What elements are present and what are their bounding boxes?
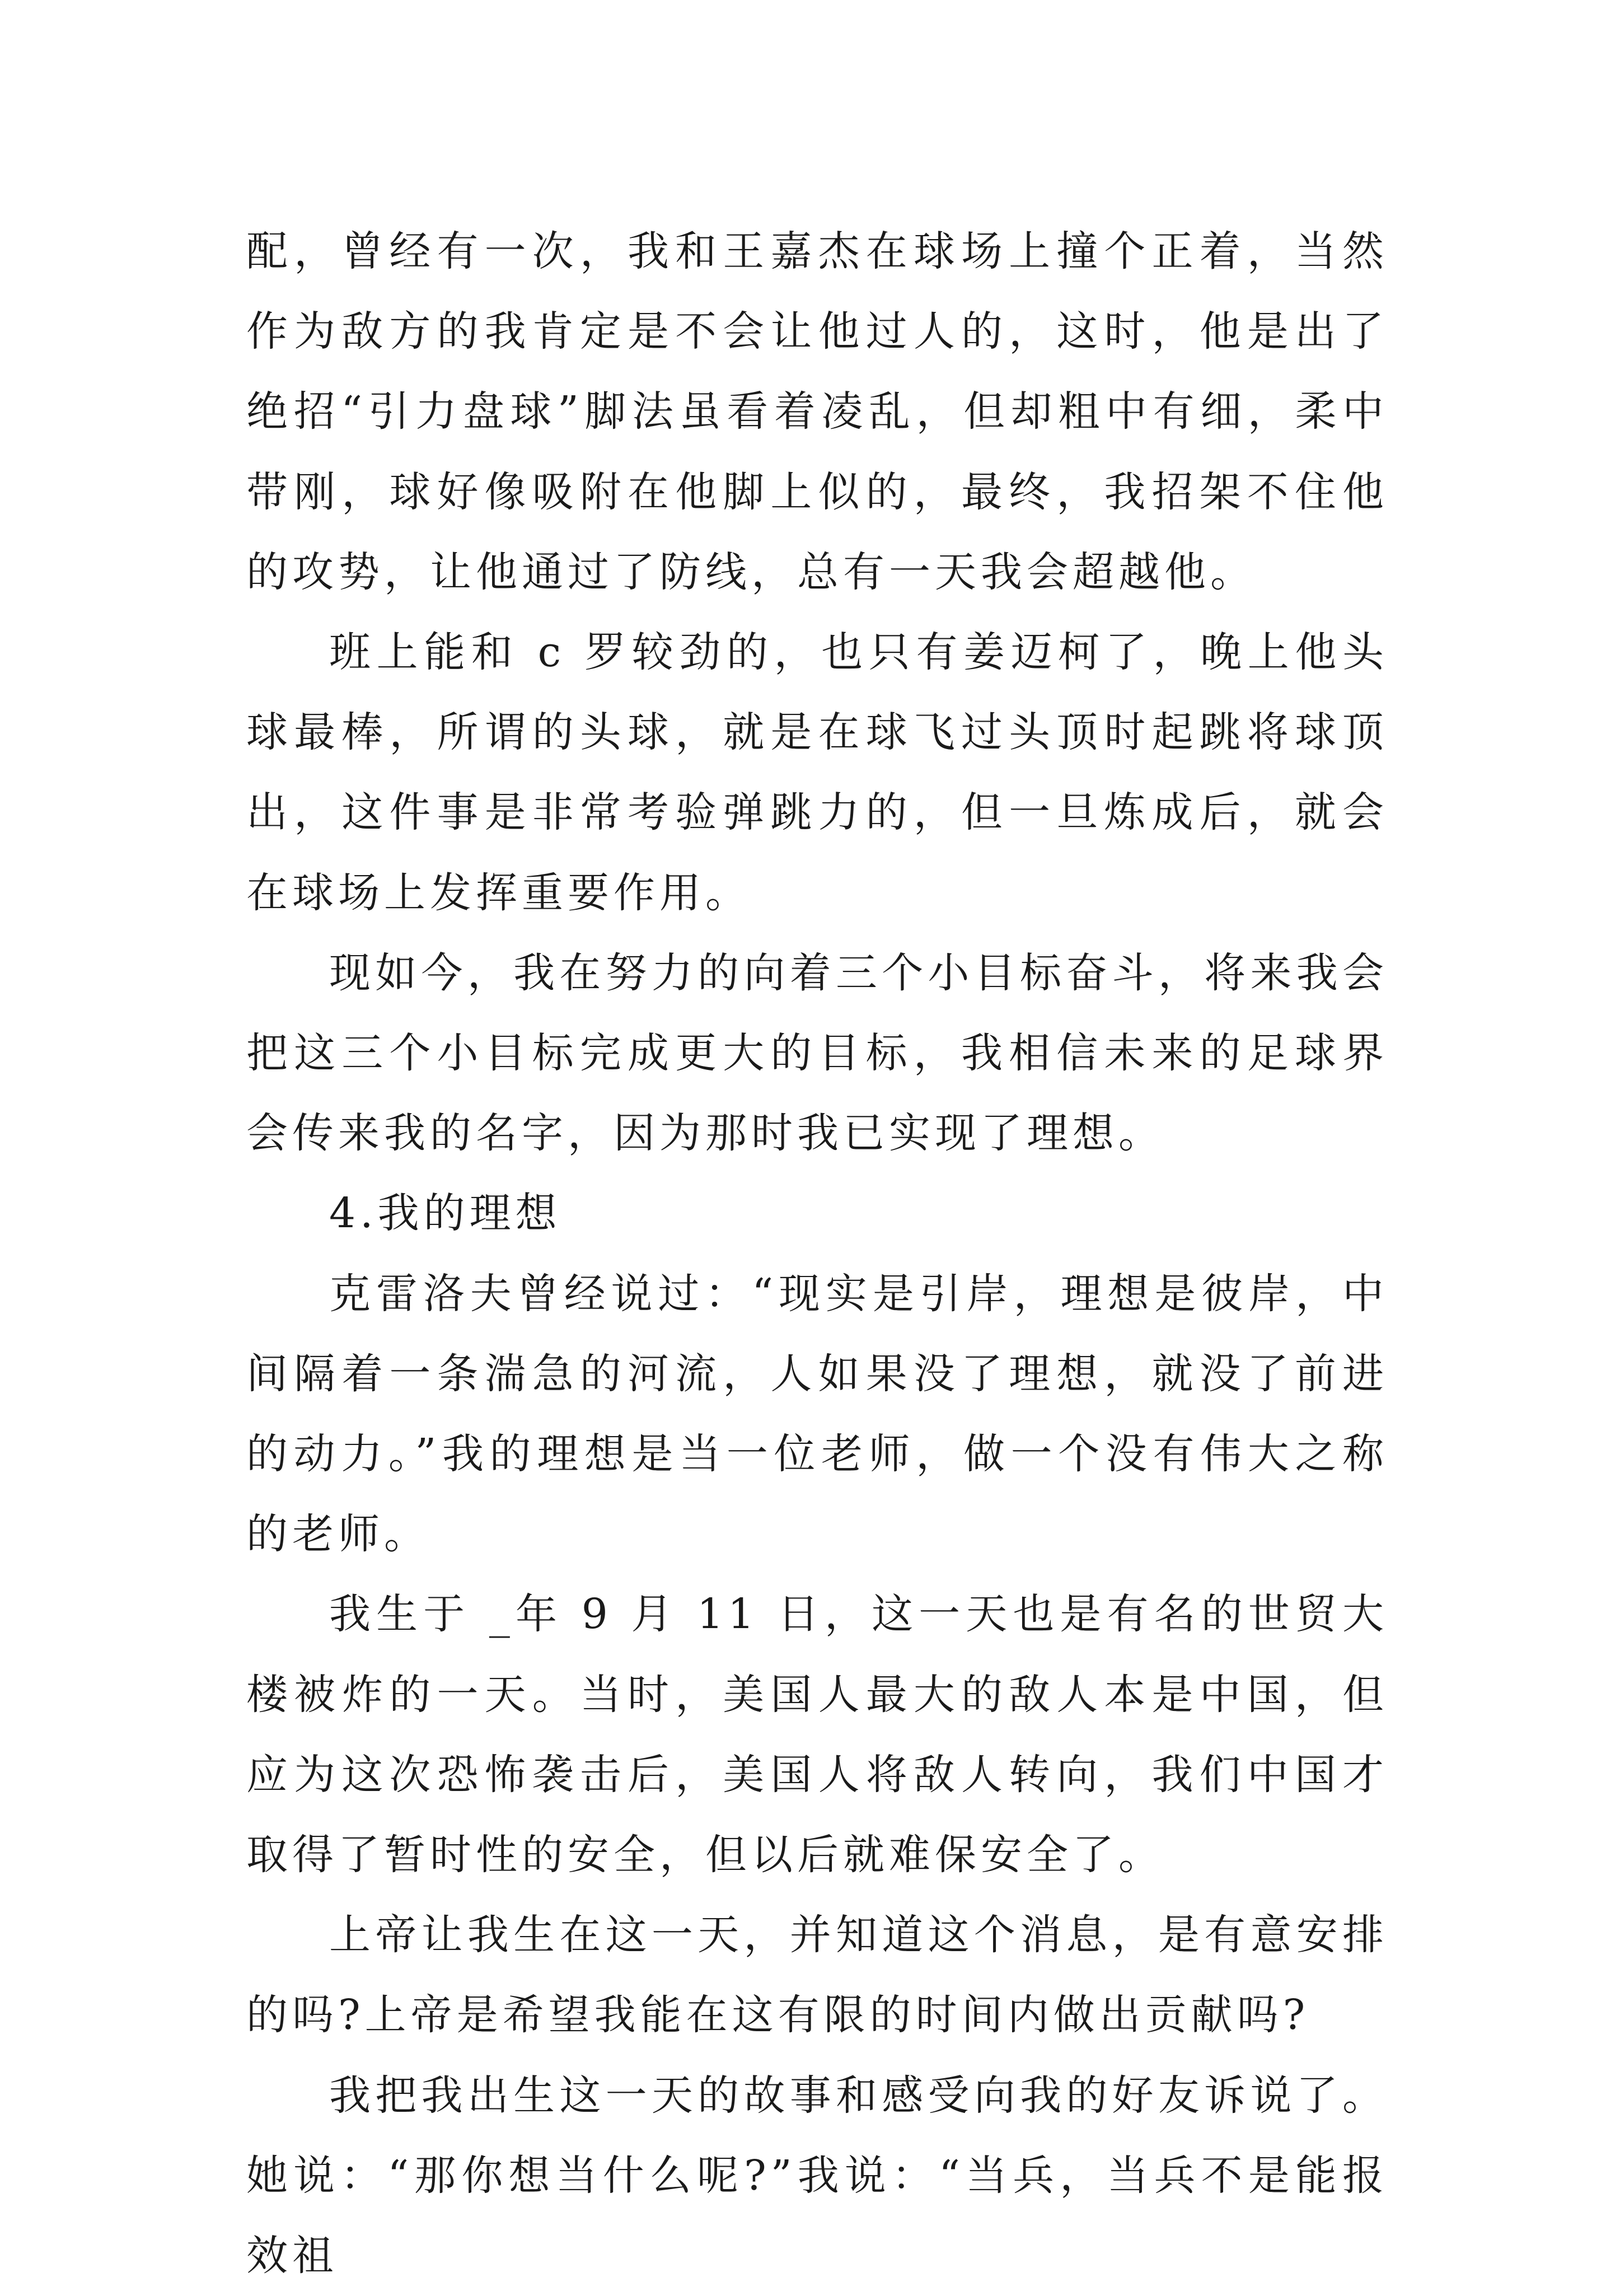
paragraph: 现如今，我在努力的向着三个小目标奋斗，将来我会把这三个小目标完成更大的目标，我相信未来的足球界会传来我的名字，因为那时我已实现了理想。 bbox=[246, 948, 1388, 1158]
document-body bbox=[246, 212, 1388, 2296]
paragraph: 我生于 _年 9 月 11 日，这一天也是有名的世贸大楼被炸的一天。当时，美国人最大的敌人本是中国，但应为这次恐怖袭击后，美国人将敌人转向，我们中国才取得了暂时性的安全，但以后就难保安全了。 bbox=[246, 1590, 1388, 1879]
paragraph: 克雷洛夫曾经说过：“现实是引岸，理想是彼岸，中间隔着一条湍急的河流，人如果没了理想，就没了前进的动力。”我的理想是当一位老师，做一个没有伟大之称的老师。 bbox=[246, 1269, 1388, 1559]
paragraph: 上帝让我生在这一天，并知道这个消息，是有意安排的吗?上帝是希望我能在这有限的时间内做出贡献吗? bbox=[246, 1911, 1388, 2040]
paragraph: 班上能和 c 罗较劲的，也只有姜迈柯了，晚上他头球最棒，所谓的头球，就是在球飞过头顶时起跳将球顶出，这件事是非常考验弹跳力的，但一旦炼成后，就会在球场上发挥重要作用。 bbox=[246, 628, 1388, 917]
paragraph-continued: 配，曾经有一次，我和王嘉杰在球场上撞个正着，当然作为敌方的我肯定是不会让他过人的，这时，他是出了绝招“引力盘球”脚法虽看着凌乱，但却粗中有细，柔中带刚，球好像吸附在他脚上似的，最终，我招架不住他的攻势，让他通过了防线，总有一天我会超越他。 bbox=[246, 227, 1388, 596]
section-heading: 4.我的理想 bbox=[329, 1189, 561, 1238]
paragraph: 我把我出生这一天的故事和感受向我的好友诉说了。她说：“那你想当什么呢?”我说：“当兵，当兵不是能报效祖 bbox=[246, 2071, 1388, 2280]
